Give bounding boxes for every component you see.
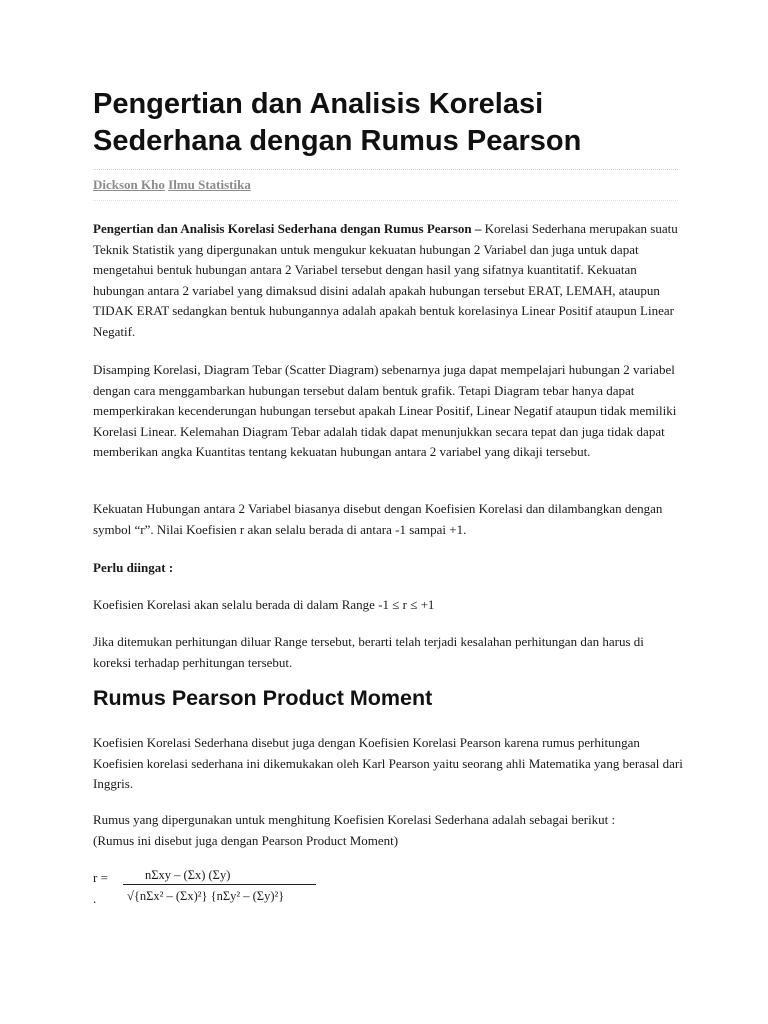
- formula-intro-line-2: (Rumus ini disebut juga dengan Pearson Product Moment): [93, 833, 399, 848]
- intro-bold-text: Pengertian dan Analisis Korelasi Sederhana dengan Rumus Pearson –: [93, 221, 482, 236]
- outside-range-paragraph: Jika ditemukan perhitungan diluar Range tersebut, berarti telah terjadi kesalahan perhitungan dan harus di koreksi terhadap perhitungan tersebut.: [93, 634, 644, 670]
- formula-dot: .: [93, 891, 97, 906]
- formula-intro-line-1: Rumus yang dipergunakan untuk menghitung Koefisien Korelasi Sederhana adalah sebagai berikut :: [93, 812, 616, 827]
- article-meta: [93, 177, 251, 193]
- formula-numerator: nΣxy – (Σx) (Σy): [145, 868, 231, 882]
- category-link[interactable]: Ilmu Statistika: [168, 177, 251, 192]
- intro-paragraph: [93, 219, 683, 343]
- coefficient-paragraph: Kekuatan Hubungan antara 2 Variabel biasanya disebut dengan Koefisien Korelasi dan dilambangkan dengan symbol “r”. Nilai Koefisien r akan selalu berada di antara -1 sampai +1.: [93, 501, 663, 537]
- remember-text: Perlu diingat :: [93, 560, 174, 575]
- formula-denominator: √{nΣx² – (Σx)²} {nΣy² – (Σy)²}: [127, 889, 285, 903]
- meta-divider: [93, 200, 678, 201]
- fraction-bar: [123, 884, 316, 885]
- scatter-paragraph: Disamping Korelasi, Diagram Tebar (Scatter Diagram) sebenarnya juga dapat mempelajari hubungan 2 variabel dengan cara menggambarkan hubungan tersebut dalam bentuk grafik. Tetapi Diagram tebar hanya dapat memperkirakan kecenderungan hubungan tersebut apakah Linear Positif, Linear Negatif ataupun tidak memiliki Korelasi Linear. Kelemahan Diagram Tebar adalah tidak dapat menunjukkan secara tepat dan juga tidak dapat memberikan angka Kuantitas tentang kekuatan hubungan antara 2 variabel yang dikaji tersebut.: [93, 362, 677, 460]
- formula-lhs: r =: [93, 870, 108, 885]
- intro-text: Korelasi Sederhana merupakan suatu Teknik Statistik yang dipergunakan untuk mengukur kekuatan hubungan 2 Variabel dan juga untuk dapat mengetahui bentuk hubungan antara 2 Variabel tersebut dengan hasil yang sifatnya kuantitatif. Kekuatan hubungan antara 2 variabel yang dimaksud disini adalah apakah hubungan tersebut ERAT, LEMAH, ataupun TIDAK ERAT sedangkan bentuk hubungannya adalah apakah bentuk korelasinya Linear Positif ataupun Linear Negatif.: [93, 221, 678, 339]
- remember-heading: [93, 558, 683, 579]
- author-link[interactable]: Dickson Kho: [93, 177, 165, 192]
- pearson-paragraph: Koefisien Korelasi Sederhana disebut juga dengan Koefisien Korelasi Pearson karena rumus perhitungan Koefisien korelasi sederhana ini dikemukakan oleh Karl Pearson yaitu seorang ahli Matematika yang berasal dari Inggris.: [93, 735, 683, 792]
- range-paragraph: Koefisien Korelasi akan selalu berada di dalam Range -1 ≤ r ≤ +1: [93, 597, 435, 612]
- page-title: Pengertian dan Analisis Korelasi Sederhana dengan Rumus Pearson: [93, 88, 582, 157]
- section-heading: Rumus Pearson Product Moment: [93, 686, 433, 710]
- title-divider: [93, 169, 678, 170]
